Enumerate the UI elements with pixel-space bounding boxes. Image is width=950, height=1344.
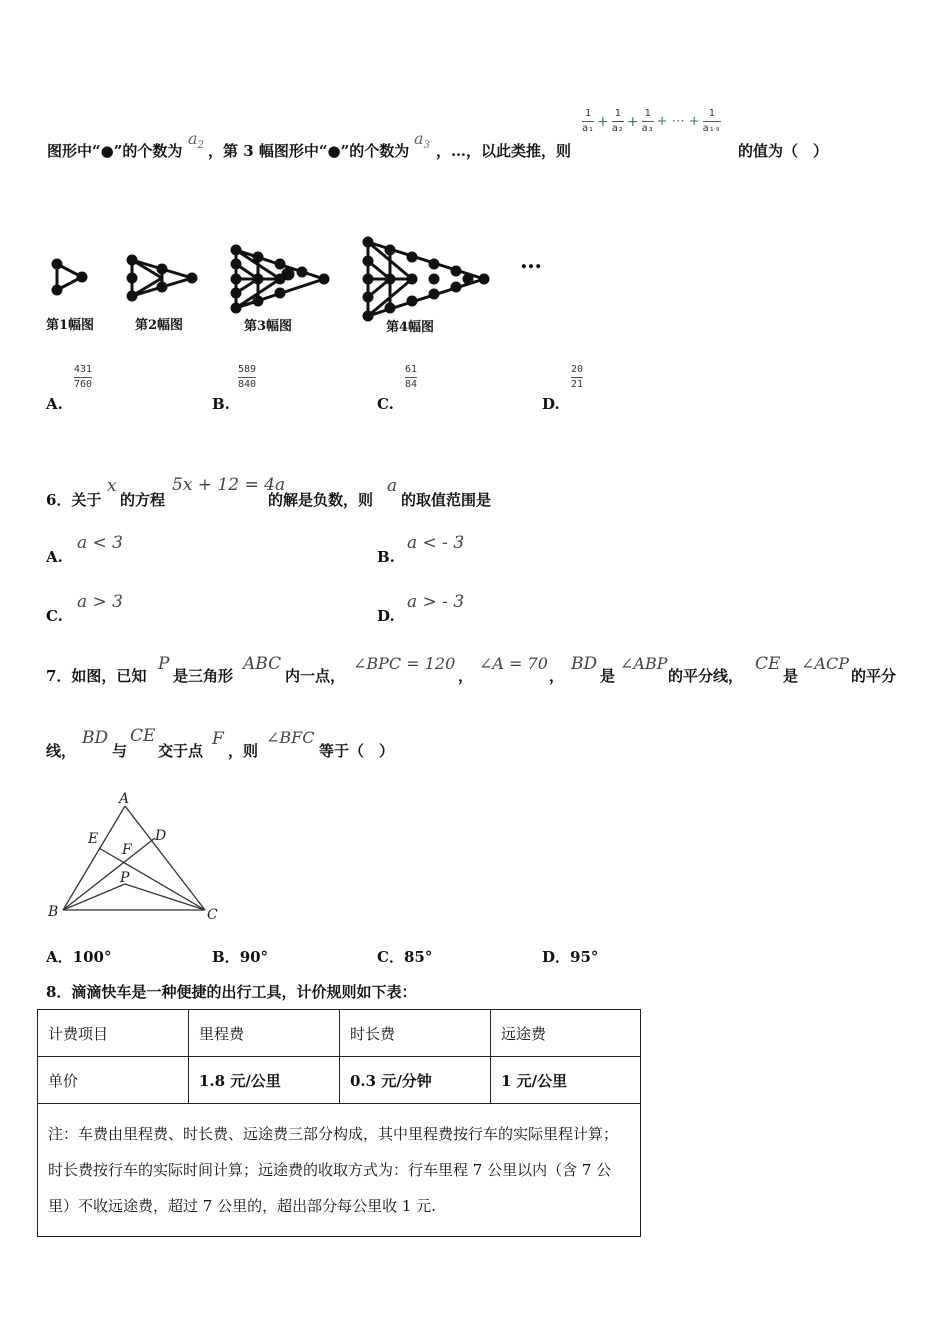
q5-option-b-fraction: 589 840 [238, 364, 257, 390]
table-note-row [38, 1104, 641, 1237]
label-E: E [88, 831, 99, 847]
q6-option-c-expr: a > 3 [77, 592, 124, 612]
figure-label-4: 第4幅图 [386, 320, 435, 335]
q5-option-d-fraction: 20 21 [571, 364, 584, 390]
table-cell: 单价 [38, 1057, 189, 1104]
q6-option-a-expr: a < 3 [77, 533, 124, 553]
label-A: A [119, 791, 130, 807]
table-cell: 0.3 元/分钟 [340, 1057, 491, 1104]
q5-stem-suffix: ，…，以此类推，则 [436, 142, 572, 160]
q7-line2-c: 交于点 [158, 742, 204, 760]
label-D: D [155, 828, 167, 844]
figure-1 [53, 260, 86, 294]
q7-CE-2: CE [130, 726, 156, 746]
table-note: 注：车费由里程费、时长费、远途费三部分构成，其中里程费按行车的实际里程计算；时长费按行车的实际时间计算；远途费的收取方式为：行车里程 7 公里以内（含 7 公里）不收远途费，超过 7 公里的，超出部分每公里收 1 元. [38, 1104, 641, 1237]
q5-option-a-letter[interactable]: A. [46, 395, 63, 413]
q7-angle-ACP: ∠ACP [801, 654, 849, 673]
q6-option-a-letter[interactable]: A. [46, 548, 63, 566]
q6-var-x: x [107, 476, 117, 496]
q7-option-c[interactable]: C．85° [377, 948, 433, 966]
q6-option-d-expr: a > - 3 [407, 592, 465, 612]
q7-line2-e: 等于（ ） [319, 742, 395, 760]
q6-text-range: 的取值范围是 [401, 491, 492, 509]
q5-stem-end: 的值为（ ） [738, 142, 829, 160]
table-header-cell: 里程费 [189, 1010, 340, 1057]
label-P: P [120, 870, 130, 886]
q7-option-a[interactable]: A．100° [46, 948, 112, 966]
table-row [38, 1057, 641, 1104]
q7-line1-g: 的平分 [851, 667, 897, 685]
q7-angle-BPC: ∠BPC = 120 [353, 654, 456, 673]
q6-text-eq: 的方程 [120, 491, 166, 509]
table-header-cell: 时长费 [340, 1010, 491, 1057]
q6-text-sol: 的解是负数，则 [268, 491, 374, 509]
label-C: C [207, 907, 218, 923]
q7-option-b[interactable]: B．90° [212, 948, 269, 966]
q5-option-d-letter[interactable]: D. [542, 395, 560, 413]
series-term-19: $\frac{1}{\text{a₁₉}}$ [702, 108, 721, 134]
figure-label-1: 第1幅图 [46, 318, 95, 333]
table-cell: 1 元/公里 [491, 1057, 641, 1104]
q7-BD: BD [571, 654, 598, 674]
q5-option-c-fraction: 61 84 [405, 364, 418, 390]
q7-option-d[interactable]: D．95° [542, 948, 599, 966]
q6-number: 6．关于 [46, 491, 102, 509]
q7-line2-d: ，则 [228, 742, 259, 760]
table-header-row [38, 1010, 641, 1057]
q5-a3: $a_3$ [414, 129, 430, 152]
table-header-cell: 计费项目 [38, 1010, 189, 1057]
q7-P: P [158, 654, 170, 674]
q7-line1-b: 是三角形 [173, 667, 234, 685]
series-term-3: $\frac{1}{\text{a₃}}$ [641, 108, 654, 134]
q7-line1-e: 的平分线， [668, 667, 744, 685]
q7-comma-2: ， [549, 667, 565, 685]
q5-dot-figures [40, 232, 560, 342]
q6-option-d-letter[interactable]: D. [377, 607, 395, 625]
table-cell: 1.8 元/公里 [189, 1057, 340, 1104]
q6-var-a: a [387, 476, 398, 496]
q5-option-a-fraction: 431 760 [74, 364, 93, 390]
q8-price-table [37, 1009, 641, 1237]
q5-stem-mid: ，第 3 幅图形中“●”的个数为 [208, 142, 410, 160]
q5-option-c-letter[interactable]: C. [377, 395, 394, 413]
q7-line1-f: 是 [783, 667, 799, 685]
q7-F: F [212, 729, 224, 749]
table-header-cell: 远途费 [491, 1010, 641, 1057]
q6-option-b-letter[interactable]: B. [377, 548, 395, 566]
figure-4 [364, 238, 488, 320]
q5-stem-prefix: 图形中“●”的个数为 [47, 142, 183, 160]
figure-label-3: 第3幅图 [244, 319, 293, 334]
label-F: F [122, 842, 132, 858]
q7-BD-2: BD [82, 728, 109, 748]
figure-3 [232, 246, 328, 312]
q6-option-b-expr: a < - 3 [407, 533, 465, 553]
q5-a2: $a_2$ [188, 129, 204, 152]
q5-series-expression: $\frac{1}{\text{a₁}}$ + $\frac{1}{\text{a₂}}$ + $\frac{1}{\text{a₃}}$ + ⋯ + $\frac{1}{\text{a₁₉}}$ [582, 108, 721, 134]
q7-triangle-diagram [40, 786, 230, 926]
q7-line2-a: 线， [46, 742, 77, 760]
q8-stem: 8．滴滴快车是一种便捷的出行工具，计价规则如下表： [46, 983, 417, 1001]
q6-equation: 5x + 12 = 4a [172, 475, 286, 495]
q7-CE: CE [755, 654, 781, 674]
figure-ellipsis: … [520, 248, 544, 274]
series-term-1: $\frac{1}{\text{a₁}}$ [582, 108, 595, 134]
q7-angle-A: ∠A = 70 [479, 654, 548, 673]
q7-angle-BFC: ∠BFC [266, 728, 315, 747]
q7-line1-d: 是 [600, 667, 616, 685]
q7-comma-1: ， [458, 667, 474, 685]
figure-label-2: 第2幅图 [135, 318, 184, 333]
figure-2 [128, 256, 196, 300]
series-term-2: $\frac{1}{\text{a₂}}$ [611, 108, 624, 134]
q7-angle-ABP: ∠ABP [620, 654, 668, 673]
q6-option-c-letter[interactable]: C. [46, 607, 63, 625]
label-B: B [48, 904, 59, 920]
q7-line1-c: 内一点， [285, 667, 346, 685]
q7-line1-a: 7．如图，已知 [46, 667, 147, 685]
q7-line2-b: 与 [112, 742, 128, 760]
q7-ABC: ABC [243, 654, 282, 674]
q5-option-b-letter[interactable]: B. [212, 395, 230, 413]
